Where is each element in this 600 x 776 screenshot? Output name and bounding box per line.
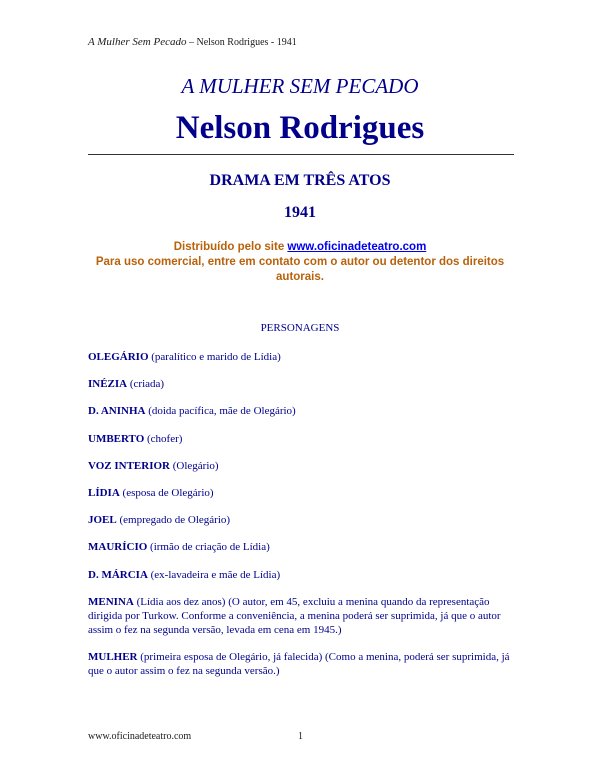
character-name: UMBERTO: [88, 432, 145, 445]
character-name: D. ANINHA: [88, 405, 146, 418]
character-description: (irmão de criação de Lídia): [147, 541, 270, 554]
play-subtitle: DRAMA EM TRÊS ATOS: [209, 172, 391, 189]
character-name: D. MÁRCIA: [88, 568, 148, 581]
character-description: (criada): [127, 378, 165, 391]
character-description: (chofer): [144, 432, 183, 445]
character-entry: [88, 404, 518, 418]
personagens-heading: PERSONAGENS: [260, 322, 340, 334]
character-description: (Lídia aos dez anos) (O autor, em 45, excluiu a menina quando da representação dirigida por Turkow. Conforme a conveniência, a menina poderá ser suprimida, já que o autor assim o fez na segunda versão, levada em cena em 1945.): [88, 595, 501, 636]
character-entry: [88, 568, 518, 582]
author-name: Nelson Rodrigues: [175, 110, 425, 146]
running-header-rest: – Nelson Rodrigues - 1941: [186, 37, 297, 48]
character-name: INÉZIA: [88, 378, 128, 391]
character-description: (ex-lavadeira e mãe de Lídia): [147, 568, 281, 581]
running-header-title: A Mulher Sem Pecado: [88, 36, 187, 48]
character-entry: [88, 513, 518, 527]
character-name: MENINA: [88, 595, 134, 608]
character-name: MAURÍCIO: [88, 541, 148, 554]
character-name: LÍDIA: [88, 486, 120, 499]
distribution-notice: [80, 240, 520, 285]
play-year: 1941: [284, 204, 316, 221]
footer-url: www.oficinadeteatro.com: [88, 731, 192, 742]
character-entry: [88, 459, 518, 473]
character-description: (empregado de Olegário): [116, 514, 231, 527]
character-name: VOZ INTERIOR: [88, 459, 170, 472]
character-name: MULHER: [88, 650, 138, 663]
running-header: [88, 36, 297, 48]
play-title: A MULHER SEM PECADO: [181, 74, 419, 98]
character-entry: [88, 377, 518, 391]
character-name: OLEGÁRIO: [88, 351, 149, 363]
title-divider: [88, 154, 514, 155]
character-entry: [88, 540, 518, 554]
character-entry: [88, 486, 518, 500]
character-entry: [88, 650, 518, 678]
site-link[interactable]: www.oficinadeteatro.com: [287, 241, 427, 253]
distribution-prefix: Distribuído pelo site: [173, 241, 288, 253]
character-entry: [88, 432, 518, 446]
character-description: (primeira esposa de Olegário, já falecida) (Como a menina, poderá ser suprimida, já que o autor assim o fez na segunda versão.): [88, 650, 510, 677]
character-description: (paralítico e marido de Lídia): [148, 351, 281, 363]
character-description: (doida pacífica, mãe de Olegário): [145, 405, 296, 418]
character-name: JOEL: [88, 514, 117, 527]
character-entry: [88, 350, 518, 364]
character-list: [88, 350, 518, 691]
character-entry: [88, 595, 518, 637]
commercial-use-notice: Para uso comercial, entre em contato com o autor ou detentor dos direitos autorais.: [95, 256, 505, 283]
page-number: 1: [298, 731, 303, 742]
character-description: (esposa de Olegário): [119, 486, 214, 499]
distribution-line: [80, 240, 520, 255]
character-description: (Olegário): [170, 459, 219, 472]
